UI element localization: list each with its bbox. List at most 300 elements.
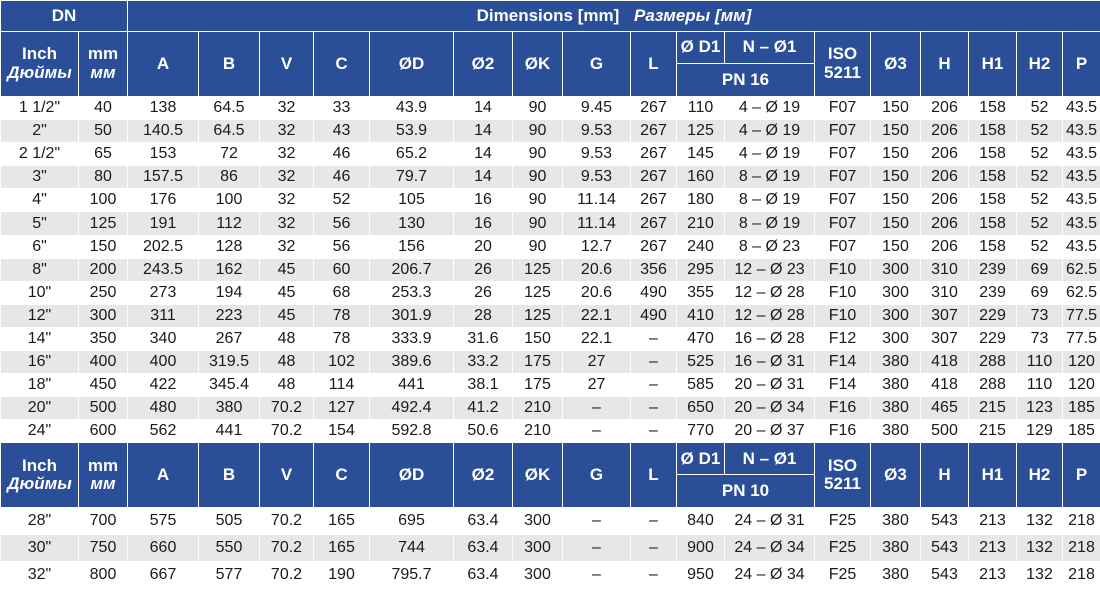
pn10-rows xyxy=(1,508,1100,589)
col-n1-header: N – Ø1 xyxy=(725,32,815,64)
table-cell: 150 xyxy=(871,166,921,189)
table-cell: – xyxy=(631,327,677,350)
table-cell: 28" xyxy=(1,508,79,535)
table-cell: F10 xyxy=(815,304,871,327)
table-cell: 490 xyxy=(631,304,677,327)
table-cell: F25 xyxy=(815,562,871,589)
table-cell: – xyxy=(563,397,631,420)
table-cell: 24 – Ø 34 xyxy=(725,562,815,589)
table-cell: 250 xyxy=(79,281,128,304)
table-cell: 180 xyxy=(677,189,725,212)
table-cell: 32 xyxy=(260,212,314,235)
table-cell: 229 xyxy=(969,327,1017,350)
table-cell: 24 – Ø 31 xyxy=(725,508,815,535)
table-cell: 213 xyxy=(969,508,1017,535)
col-o2-header: Ø2 xyxy=(454,32,513,97)
table-cell: F25 xyxy=(815,535,871,562)
table-cell: – xyxy=(631,535,677,562)
table-cell: 4" xyxy=(1,189,79,212)
table-cell: 150 xyxy=(871,120,921,143)
table-cell: 158 xyxy=(969,212,1017,235)
col-n1-header-2: N – Ø1 xyxy=(725,443,815,475)
table-cell: 52 xyxy=(1017,189,1063,212)
table-cell: 63.4 xyxy=(454,562,513,589)
table-cell: 86 xyxy=(199,166,260,189)
table-cell: 267 xyxy=(631,143,677,166)
table-cell: 239 xyxy=(969,281,1017,304)
table-cell: 69 xyxy=(1017,258,1063,281)
table-cell: 213 xyxy=(969,562,1017,589)
table-cell: 8 – Ø 19 xyxy=(725,166,815,189)
table-cell: 900 xyxy=(677,535,725,562)
table-cell: 28 xyxy=(454,304,513,327)
pn16-header: PN 16 xyxy=(677,64,815,97)
table-cell: 2 1/2" xyxy=(1,143,79,166)
table-cell: 300 xyxy=(871,304,921,327)
mm-header: mm мм xyxy=(79,32,128,97)
table-cell: 210 xyxy=(513,397,563,420)
table-cell: 150 xyxy=(871,235,921,258)
table-cell: 210 xyxy=(513,420,563,443)
table-cell: 22.1 xyxy=(563,304,631,327)
table-cell: 52 xyxy=(1017,120,1063,143)
table-cell: 355 xyxy=(677,281,725,304)
table-cell: F07 xyxy=(815,189,871,212)
table-cell: 750 xyxy=(79,535,128,562)
table-cell: – xyxy=(631,420,677,443)
table-row xyxy=(1,351,1100,374)
col-iso-header-2: ISO 5211 xyxy=(815,443,871,508)
table-cell: 70.2 xyxy=(260,420,314,443)
table-cell: 311 xyxy=(128,304,199,327)
dimensions-header xyxy=(128,1,1100,32)
table-cell: 26 xyxy=(454,258,513,281)
table-cell: 70.2 xyxy=(260,508,314,535)
table-cell: 125 xyxy=(513,281,563,304)
table-cell: 45 xyxy=(260,304,314,327)
inch-header: Inch Дюймы xyxy=(1,32,79,97)
table-cell: 20.6 xyxy=(563,258,631,281)
table-cell: 490 xyxy=(631,281,677,304)
table-cell: 153 xyxy=(128,143,199,166)
table-cell: 267 xyxy=(631,166,677,189)
table-cell: 33 xyxy=(314,97,370,120)
table-cell: 16 xyxy=(454,189,513,212)
table-cell: 43.5 xyxy=(1063,120,1100,143)
table-cell: 48 xyxy=(260,351,314,374)
table-cell: 319.5 xyxy=(199,351,260,374)
table-cell: 300 xyxy=(871,281,921,304)
table-cell: 500 xyxy=(79,397,128,420)
table-cell: 14 xyxy=(454,97,513,120)
table-cell: 301.9 xyxy=(370,304,454,327)
table-cell: 12 – Ø 23 xyxy=(725,258,815,281)
col-od-header: ØD xyxy=(370,32,454,97)
table-cell: 150 xyxy=(871,143,921,166)
table-cell: 27 xyxy=(563,374,631,397)
table-cell: 140.5 xyxy=(128,120,199,143)
table-row xyxy=(1,97,1100,120)
col-b-header: B xyxy=(199,32,260,97)
table-cell: 400 xyxy=(79,351,128,374)
table-cell: 110 xyxy=(1017,374,1063,397)
table-cell: 63.4 xyxy=(454,508,513,535)
table-cell: 505 xyxy=(199,508,260,535)
table-cell: 90 xyxy=(513,235,563,258)
col-v-header-2: V xyxy=(260,443,314,508)
table-cell: 210 xyxy=(677,212,725,235)
table-cell: F12 xyxy=(815,327,871,350)
table-cell: 90 xyxy=(513,120,563,143)
table-cell: 206 xyxy=(921,143,969,166)
table-cell: 667 xyxy=(128,562,199,589)
table-cell: 400 xyxy=(128,351,199,374)
col-c-header-2: C xyxy=(314,443,370,508)
table-cell: 90 xyxy=(513,143,563,166)
table-cell: 24 – Ø 34 xyxy=(725,535,815,562)
table-cell: 158 xyxy=(969,166,1017,189)
table-cell: 3" xyxy=(1,166,79,189)
table-cell: 213 xyxy=(969,535,1017,562)
table-cell: – xyxy=(563,508,631,535)
table-cell: 62.5 xyxy=(1063,258,1100,281)
col-o3-header-2: Ø3 xyxy=(871,443,921,508)
col-d1-header: Ø D1 xyxy=(677,32,725,64)
table-cell: 176 xyxy=(128,189,199,212)
table-cell: 24" xyxy=(1,420,79,443)
table-cell: 158 xyxy=(969,143,1017,166)
table-cell: 120 xyxy=(1063,351,1100,374)
table-cell: 20" xyxy=(1,397,79,420)
table-cell: 43.5 xyxy=(1063,166,1100,189)
pn10-header: PN 10 xyxy=(677,475,815,508)
col-ok-header-2: ØK xyxy=(513,443,563,508)
table-cell: 14" xyxy=(1,327,79,350)
table-cell: 16 – Ø 31 xyxy=(725,351,815,374)
table-cell: 8" xyxy=(1,258,79,281)
table-cell: 78 xyxy=(314,327,370,350)
table-row xyxy=(1,535,1100,562)
table-cell: 175 xyxy=(513,374,563,397)
table-cell: 90 xyxy=(513,166,563,189)
table-cell: 380 xyxy=(871,420,921,443)
table-row xyxy=(1,397,1100,420)
col-o3-header: Ø3 xyxy=(871,32,921,97)
table-cell: 33.2 xyxy=(454,351,513,374)
table-cell: 73 xyxy=(1017,327,1063,350)
mm-header-2: mm мм xyxy=(79,443,128,508)
table-cell: 206 xyxy=(921,166,969,189)
table-cell: 380 xyxy=(871,508,921,535)
table-cell: 32 xyxy=(260,97,314,120)
table-cell: 350 xyxy=(79,327,128,350)
table-cell: 441 xyxy=(199,420,260,443)
dn-header: DN xyxy=(1,1,128,32)
table-cell: 73 xyxy=(1017,304,1063,327)
table-cell: 229 xyxy=(969,304,1017,327)
col-od-header-2: ØD xyxy=(370,443,454,508)
table-cell: 77.5 xyxy=(1063,327,1100,350)
dimensions-label-ru: Размеры [мм] xyxy=(634,5,752,25)
table-cell: 202.5 xyxy=(128,235,199,258)
table-cell: 32 xyxy=(260,120,314,143)
table-cell: 600 xyxy=(79,420,128,443)
table-cell: 11.14 xyxy=(563,212,631,235)
table-cell: 223 xyxy=(199,304,260,327)
table-cell: 543 xyxy=(921,535,969,562)
table-cell: 18" xyxy=(1,374,79,397)
table-cell: 300 xyxy=(513,535,563,562)
table-cell: F16 xyxy=(815,397,871,420)
table-cell: 125 xyxy=(79,212,128,235)
table-cell: 102 xyxy=(314,351,370,374)
col-h-header: H xyxy=(921,32,969,97)
table-cell: 31.6 xyxy=(454,327,513,350)
table-cell: 206 xyxy=(921,120,969,143)
table-cell: 333.9 xyxy=(370,327,454,350)
table-cell: 12 – Ø 28 xyxy=(725,304,815,327)
table-cell: 40 xyxy=(79,97,128,120)
table-cell: 465 xyxy=(921,397,969,420)
table-cell: 2" xyxy=(1,120,79,143)
table-cell: 695 xyxy=(370,508,454,535)
table-cell: 14 xyxy=(454,166,513,189)
table-cell: – xyxy=(631,351,677,374)
table-cell: 22.1 xyxy=(563,327,631,350)
table-cell: 185 xyxy=(1063,420,1100,443)
table-cell: 470 xyxy=(677,327,725,350)
table-cell: 64.5 xyxy=(199,120,260,143)
table-cell: 4 – Ø 19 xyxy=(725,120,815,143)
table-cell: 125 xyxy=(677,120,725,143)
table-cell: 9.53 xyxy=(563,143,631,166)
table-cell: 950 xyxy=(677,562,725,589)
table-cell: 112 xyxy=(199,212,260,235)
table-cell: 410 xyxy=(677,304,725,327)
table-cell: F16 xyxy=(815,420,871,443)
table-cell: 129 xyxy=(1017,420,1063,443)
table-cell: F07 xyxy=(815,97,871,120)
table-cell: 218 xyxy=(1063,562,1100,589)
col-h1-header: H1 xyxy=(969,32,1017,97)
table-cell: 380 xyxy=(871,374,921,397)
table-cell: 441 xyxy=(370,374,454,397)
table-cell: 307 xyxy=(921,327,969,350)
table-cell: 127 xyxy=(314,397,370,420)
table-cell: 130 xyxy=(370,212,454,235)
table-cell: 70.2 xyxy=(260,397,314,420)
table-cell: 450 xyxy=(79,374,128,397)
table-cell: – xyxy=(631,374,677,397)
table-cell: 90 xyxy=(513,189,563,212)
table-cell: 744 xyxy=(370,535,454,562)
table-cell: 70.2 xyxy=(260,535,314,562)
table-cell: 273 xyxy=(128,281,199,304)
table-cell: 52 xyxy=(1017,143,1063,166)
col-l-header: L xyxy=(631,32,677,97)
table-cell: F14 xyxy=(815,351,871,374)
table-cell: 38.1 xyxy=(454,374,513,397)
table-cell: 110 xyxy=(677,97,725,120)
table-row xyxy=(1,258,1100,281)
table-cell: 218 xyxy=(1063,508,1100,535)
table-cell: F07 xyxy=(815,120,871,143)
table-cell: 267 xyxy=(631,189,677,212)
table-cell: 206 xyxy=(921,189,969,212)
table-cell: 110 xyxy=(1017,351,1063,374)
table-cell: 4 – Ø 19 xyxy=(725,97,815,120)
table-cell: 156 xyxy=(370,235,454,258)
table-cell: 206 xyxy=(921,212,969,235)
table-cell: 6" xyxy=(1,235,79,258)
table-cell: 543 xyxy=(921,562,969,589)
col-a-header: A xyxy=(128,32,199,97)
table-cell: 345.4 xyxy=(199,374,260,397)
table-cell: 56 xyxy=(314,235,370,258)
table-cell: 53.9 xyxy=(370,120,454,143)
table-cell: – xyxy=(563,535,631,562)
col-p-header-2: P xyxy=(1063,443,1100,508)
table-cell: 267 xyxy=(199,327,260,350)
table-cell: 20 xyxy=(454,235,513,258)
table-cell: 90 xyxy=(513,212,563,235)
table-cell: 650 xyxy=(677,397,725,420)
table-cell: 300 xyxy=(79,304,128,327)
table-cell: 267 xyxy=(631,120,677,143)
table-cell: 660 xyxy=(128,535,199,562)
table-cell: 577 xyxy=(199,562,260,589)
table-cell: 52 xyxy=(1017,97,1063,120)
table-row xyxy=(1,143,1100,166)
col-d1-header-2: Ø D1 xyxy=(677,443,725,475)
table-row xyxy=(1,420,1100,443)
table-cell: 65.2 xyxy=(370,143,454,166)
col-iso-header: ISO 5211 xyxy=(815,32,871,97)
table-cell: 68 xyxy=(314,281,370,304)
table-cell: 307 xyxy=(921,304,969,327)
table-cell: – xyxy=(631,508,677,535)
table-cell: 525 xyxy=(677,351,725,374)
table-cell: 288 xyxy=(969,374,1017,397)
table-cell: 840 xyxy=(677,508,725,535)
table-cell: 43.5 xyxy=(1063,143,1100,166)
table-cell: 125 xyxy=(513,258,563,281)
table-cell: 120 xyxy=(1063,374,1100,397)
table-cell: 253.3 xyxy=(370,281,454,304)
table-cell: 100 xyxy=(199,189,260,212)
table-cell: 63.4 xyxy=(454,535,513,562)
table-cell: 105 xyxy=(370,189,454,212)
table-cell: 239 xyxy=(969,258,1017,281)
col-l-header-2: L xyxy=(631,443,677,508)
table-cell: 300 xyxy=(513,508,563,535)
table-cell: 380 xyxy=(871,562,921,589)
table-cell: 56 xyxy=(314,212,370,235)
table-cell: 64.5 xyxy=(199,97,260,120)
table-cell: 48 xyxy=(260,374,314,397)
table-cell: 500 xyxy=(921,420,969,443)
table-cell: 52 xyxy=(314,189,370,212)
table-cell: 160 xyxy=(677,166,725,189)
table-cell: 45 xyxy=(260,281,314,304)
table-cell: 492.4 xyxy=(370,397,454,420)
table-cell: 20 – Ø 31 xyxy=(725,374,815,397)
table-cell: 128 xyxy=(199,235,260,258)
table-cell: 240 xyxy=(677,235,725,258)
table-row xyxy=(1,562,1100,589)
table-cell: 32 xyxy=(260,143,314,166)
table-cell: 1 1/2" xyxy=(1,97,79,120)
col-o2-header-2: Ø2 xyxy=(454,443,513,508)
table-cell: 190 xyxy=(314,562,370,589)
table-cell: 267 xyxy=(631,97,677,120)
table-cell: 43.9 xyxy=(370,97,454,120)
col-g-header-2: G xyxy=(563,443,631,508)
table-cell: 310 xyxy=(921,258,969,281)
table-cell: 14 xyxy=(454,143,513,166)
table-cell: 288 xyxy=(969,351,1017,374)
table-cell: F07 xyxy=(815,212,871,235)
table-cell: 43 xyxy=(314,120,370,143)
table-cell: – xyxy=(631,562,677,589)
table-cell: 12.7 xyxy=(563,235,631,258)
table-row xyxy=(1,120,1100,143)
table-cell: 206 xyxy=(921,235,969,258)
table-cell: 165 xyxy=(314,508,370,535)
table-row xyxy=(1,235,1100,258)
table-cell: 380 xyxy=(871,351,921,374)
table-cell: 191 xyxy=(128,212,199,235)
table-cell: 158 xyxy=(969,189,1017,212)
table-cell: 380 xyxy=(871,397,921,420)
table-cell: F07 xyxy=(815,143,871,166)
table-cell: 43.5 xyxy=(1063,212,1100,235)
table-cell: 267 xyxy=(631,235,677,258)
table-cell: 16 – Ø 28 xyxy=(725,327,815,350)
table-cell: 69 xyxy=(1017,281,1063,304)
table-cell: 158 xyxy=(969,97,1017,120)
table-cell: 194 xyxy=(199,281,260,304)
table-cell: 5" xyxy=(1,212,79,235)
inch-header-2: Inch Дюймы xyxy=(1,443,79,508)
table-row xyxy=(1,281,1100,304)
col-a-header-2: A xyxy=(128,443,199,508)
table-cell: 100 xyxy=(79,189,128,212)
table-cell: 185 xyxy=(1063,397,1100,420)
table-cell: 41.2 xyxy=(454,397,513,420)
table-cell: 11.14 xyxy=(563,189,631,212)
table-cell: 592.8 xyxy=(370,420,454,443)
table-cell: 175 xyxy=(513,351,563,374)
table-cell: 52 xyxy=(1017,235,1063,258)
table-cell: 215 xyxy=(969,420,1017,443)
table-cell: 795.7 xyxy=(370,562,454,589)
table-cell: F25 xyxy=(815,508,871,535)
table-cell: 30" xyxy=(1,535,79,562)
col-g-header: G xyxy=(563,32,631,97)
table-cell: 150 xyxy=(871,97,921,120)
table-cell: 158 xyxy=(969,120,1017,143)
table-cell: 356 xyxy=(631,258,677,281)
table-cell: 48 xyxy=(260,327,314,350)
table-cell: 43.5 xyxy=(1063,189,1100,212)
pn10-header-group xyxy=(1,443,1100,508)
table-cell: 145 xyxy=(677,143,725,166)
col-h1-header-2: H1 xyxy=(969,443,1017,508)
col-b-header-2: B xyxy=(199,443,260,508)
table-cell: 215 xyxy=(969,397,1017,420)
table-cell: 157.5 xyxy=(128,166,199,189)
